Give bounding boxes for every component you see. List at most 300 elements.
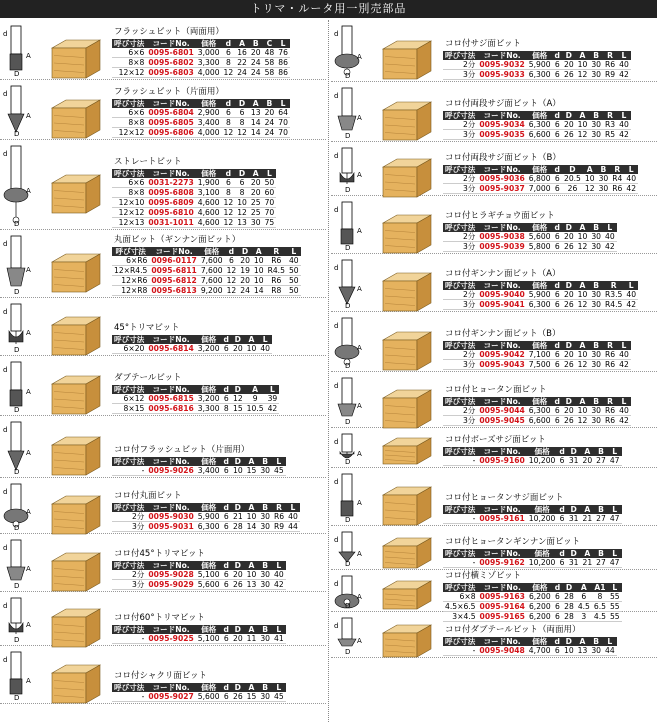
spec-header: D [231, 561, 245, 570]
price-cell: 3,000 [197, 48, 220, 57]
spec-cell: 6 [553, 120, 562, 130]
spec-header: コードNo. [477, 341, 526, 350]
spec-cell: 6 [235, 108, 249, 118]
product-section [331, 570, 657, 621]
spec-cell: R4.5 [267, 266, 285, 275]
spec-header: A [245, 503, 259, 512]
spec-header: コードNo. [146, 39, 195, 48]
spec-cell: 3分 [443, 360, 477, 370]
spec-header: コードNo. [477, 505, 526, 514]
spec-cell: 26 [562, 184, 583, 194]
product-code: 0095-9034 [479, 120, 525, 129]
spec-cell: 10.5 [246, 404, 264, 413]
spec-cell: R6 [605, 360, 616, 369]
svg-text:A: A [26, 621, 31, 629]
price-cell: 7,600 [200, 256, 223, 265]
product-info [443, 385, 631, 426]
spec-cell: 20 [250, 48, 261, 57]
svg-text:D: D [345, 186, 351, 194]
spec-header: B [589, 341, 603, 350]
spec-header: B [594, 549, 608, 558]
spec-header: d [223, 625, 229, 634]
bit-drawing [2, 480, 110, 532]
spec-header: 呼び寸法 [112, 247, 149, 256]
product-code: 0095-6805 [148, 118, 194, 127]
spec-header: コードNo. [149, 247, 198, 256]
spec-header: D [567, 549, 581, 558]
spec-cell: 6 [553, 184, 562, 194]
spec-cell: 47 [609, 456, 620, 465]
spec-header: B [589, 281, 603, 290]
spec-cell: 6 [222, 580, 231, 590]
product-section [0, 592, 326, 646]
spec-header: A [580, 447, 594, 456]
spec-cell: 30 [591, 70, 601, 79]
svg-text:d: d [3, 426, 8, 434]
product-title: コロ付ヒョータンギンナン面ビット [445, 537, 581, 547]
spec-header: L [276, 39, 290, 48]
table-row [443, 184, 638, 194]
price-cell: 5,100 [197, 570, 220, 579]
spec-cell: 42 [619, 70, 629, 79]
spec-cell: R4.5 [605, 300, 623, 309]
product-title: コロ付ヒラギチョウ面ビット [445, 211, 555, 221]
product-code: 0095-9038 [479, 232, 525, 241]
spec-cell: 6 [222, 522, 231, 532]
product-code: 0096-0117 [151, 256, 197, 265]
spec-cell: 50 [288, 266, 299, 275]
spec-cell: - [112, 634, 146, 644]
spec-header: d [225, 247, 239, 256]
table-row [112, 118, 290, 128]
spec-header: A [583, 165, 597, 174]
spec-header: コードNo. [477, 447, 526, 456]
spec-cell: 3×4.5 [443, 612, 478, 622]
product-code: 0095-6812 [151, 276, 197, 285]
product-code: 0095-6806 [148, 128, 194, 137]
bit-drawing [2, 22, 110, 78]
spec-cell: 86 [278, 68, 288, 77]
spec-header: D [562, 583, 576, 592]
spec-header: B [589, 111, 603, 120]
spec-cell: 30 [260, 522, 270, 531]
product-section [331, 312, 657, 372]
spec-cell: 11 [246, 634, 257, 643]
svg-text:D: D [14, 694, 20, 702]
product-code: 0031-2273 [148, 178, 194, 187]
table-row [443, 416, 631, 426]
product-code: 0095-9048 [479, 646, 525, 655]
spec-cell: 20 [232, 570, 243, 579]
svg-text:A: A [357, 499, 362, 507]
spec-cell: 22 [237, 58, 247, 67]
spec-table [112, 247, 301, 296]
table-row [112, 276, 301, 286]
spec-cell: 12 [577, 70, 588, 79]
spec-header: 価格 [527, 447, 558, 456]
price-cell: 3,400 [197, 118, 220, 127]
spec-cell: 30 [598, 174, 609, 183]
svg-text:D: D [345, 516, 351, 524]
spec-cell: 10 [577, 232, 588, 241]
svg-text:A: A [357, 550, 362, 558]
spec-cell: 30 [260, 692, 270, 701]
svg-text:d: d [3, 488, 8, 496]
product-illustration [2, 22, 110, 78]
spec-cell: 3分 [112, 580, 146, 590]
spec-header: d [554, 51, 560, 60]
product-code: 0095-6804 [148, 108, 194, 117]
spec-header: 呼び寸法 [114, 625, 145, 634]
spec-header: d [222, 39, 236, 48]
svg-text:A: A [357, 402, 362, 410]
price-cell: 5,600 [197, 692, 220, 701]
svg-text:d: d [334, 382, 339, 390]
svg-text:d: d [3, 308, 8, 316]
svg-text:D: D [345, 362, 351, 370]
product-info [443, 99, 631, 140]
spec-header: 呼び寸法 [445, 51, 476, 60]
spec-cell: 70 [278, 118, 288, 127]
spec-header: A [580, 549, 594, 558]
product-title: コロ付ヒョータンサジ面ビット [445, 493, 564, 503]
product-illustration [2, 536, 110, 590]
bit-drawing [333, 374, 441, 426]
spec-header: 価格 [527, 341, 553, 350]
svg-text:A: A [357, 114, 362, 122]
spec-cell: 3分 [443, 300, 477, 310]
price-cell: 6,300 [528, 300, 551, 309]
spec-cell: 26 [563, 360, 574, 369]
spec-cell: 6×R6 [112, 256, 149, 266]
svg-text:D: D [14, 468, 20, 476]
spec-cell: 2分 [443, 120, 477, 130]
price-cell: 5,900 [528, 60, 551, 69]
spec-cell: 30 [591, 350, 601, 359]
spec-cell: 45 [274, 692, 284, 701]
bit-drawing [2, 82, 110, 138]
spec-header: d [554, 637, 560, 646]
svg-text:d: d [3, 656, 8, 664]
spec-table [443, 111, 631, 140]
product-code: 0095-9026 [148, 466, 194, 475]
product-section [0, 534, 326, 592]
table-row [443, 70, 631, 80]
spec-header: コードNo. [146, 503, 195, 512]
spec-cell: 6 [553, 242, 562, 252]
spec-cell: 70 [278, 128, 288, 137]
spec-cell: 30 [591, 232, 601, 241]
bit-drawing [2, 142, 110, 228]
spec-cell: 6 [553, 350, 562, 360]
svg-text:D: D [14, 524, 20, 532]
spec-cell: 12 [223, 128, 234, 137]
price-cell: 7,600 [200, 276, 223, 285]
spec-cell: R6 [266, 256, 287, 266]
spec-cell: 6 [222, 570, 231, 580]
spec-header: コードNo. [477, 397, 526, 406]
spec-cell: 45 [274, 466, 284, 475]
spec-cell: 6 [576, 592, 592, 602]
price-cell: 10,200 [528, 456, 556, 465]
spec-header: B [589, 637, 603, 646]
table-row [443, 558, 622, 568]
spec-cell: 15 [246, 692, 257, 701]
spec-cell: 40 [626, 174, 637, 183]
spec-header: d [554, 165, 560, 174]
svg-text:d: d [334, 478, 339, 486]
product-section [0, 230, 326, 298]
spec-header: d [554, 583, 561, 592]
svg-text:A: A [357, 171, 362, 179]
spec-cell: 20 [563, 406, 574, 415]
spec-cell: 64 [278, 108, 288, 117]
spec-table [443, 637, 617, 656]
spec-cell: 19 [240, 266, 250, 275]
spec-header: B [594, 505, 608, 514]
spec-cell: 50 [288, 276, 299, 285]
spec-header: d [223, 457, 229, 466]
spec-cell: 76 [278, 48, 288, 57]
svg-text:A: A [26, 388, 31, 396]
spec-cell: 13 [250, 108, 261, 117]
spec-cell: 8×8 [112, 118, 146, 128]
right-column [331, 20, 657, 658]
product-illustration [333, 470, 441, 524]
spec-cell: 6 [557, 558, 566, 568]
spec-header: L [617, 397, 631, 406]
spec-cell: 86 [278, 58, 288, 67]
spec-cell: 10 [577, 290, 588, 299]
bit-drawing [2, 358, 110, 414]
spec-header: B [597, 165, 611, 174]
spec-cell: 6 [553, 300, 562, 310]
spec-header: コードNo. [478, 583, 527, 592]
svg-text:d: d [3, 602, 8, 610]
price-cell: 6,300 [528, 70, 551, 79]
spec-cell: - [443, 514, 477, 524]
spec-cell: 58 [264, 68, 275, 77]
spec-cell: 40 [605, 232, 615, 241]
spec-header: L [276, 99, 290, 108]
svg-text:D: D [345, 132, 351, 140]
spec-cell: 6×8 [443, 592, 478, 602]
svg-text:A: A [26, 52, 31, 60]
spec-cell: 47 [609, 558, 620, 567]
table-row [443, 232, 617, 242]
price-cell: 7,000 [528, 184, 551, 193]
bit-drawing [333, 430, 441, 466]
spec-cell: 10 [577, 120, 588, 129]
spec-header: 呼び寸法 [445, 111, 476, 120]
product-code: 0095-6816 [148, 404, 194, 413]
price-cell: 2,900 [197, 108, 220, 117]
spec-header: A [245, 457, 259, 466]
product-title: コロ付サジ面ビット [445, 39, 521, 49]
product-code: 0095-6801 [148, 48, 194, 57]
svg-text:A: A [357, 285, 362, 293]
price-cell: 5,100 [197, 634, 220, 643]
product-code: 0095-9036 [479, 174, 525, 183]
spec-cell: R6 [605, 406, 616, 415]
spec-header: 呼び寸法 [114, 457, 145, 466]
svg-text:d: d [3, 240, 8, 248]
product-code: 0095-9027 [148, 692, 194, 701]
price-cell: 3,400 [197, 466, 220, 475]
product-title: ストレートビット [114, 157, 182, 167]
spec-cell: 20 [563, 290, 574, 299]
spec-cell: - [443, 646, 477, 656]
svg-text:A: A [357, 344, 362, 352]
table-row [443, 300, 638, 310]
spec-cell: 40 [619, 406, 629, 415]
price-cell: 5,600 [197, 580, 220, 589]
product-code: 0095-9039 [479, 242, 525, 251]
spec-header: A [576, 51, 590, 60]
spec-cell: 2分 [443, 60, 477, 70]
spec-header: L [608, 505, 622, 514]
product-illustration [333, 314, 441, 370]
table-row [112, 522, 300, 532]
spec-header: コードNo. [146, 457, 195, 466]
spec-cell: 12×R6 [112, 276, 149, 286]
spec-cell: - [443, 558, 477, 568]
spec-header: A [576, 397, 590, 406]
price-cell: 10,200 [528, 558, 556, 567]
spec-cell: 75 [264, 218, 275, 227]
spec-header: A [245, 385, 266, 394]
spec-header: 価格 [527, 505, 558, 514]
spec-header: D [235, 99, 249, 108]
spec-cell: R8 [266, 286, 287, 296]
bit-drawing [333, 198, 441, 252]
spec-header: 呼び寸法 [445, 397, 476, 406]
table-row [443, 360, 631, 370]
product-info [112, 549, 286, 590]
spec-header: 価格 [196, 99, 222, 108]
price-cell: 3,300 [197, 58, 220, 67]
price-cell: 6,300 [528, 120, 551, 129]
spec-cell: 10 [253, 266, 264, 275]
spec-cell: 6 [222, 466, 231, 476]
spec-header: 呼び寸法 [114, 169, 145, 178]
spec-header: A [245, 561, 259, 570]
product-title: コロ付両段サジ面ビット（A） [445, 99, 561, 109]
spec-cell: 12 [237, 208, 247, 217]
price-cell: 3,200 [197, 344, 220, 353]
spec-cell: 10 [246, 344, 257, 353]
spec-header: L [272, 561, 286, 570]
spec-header: コードNo. [146, 683, 195, 692]
spec-header: d [222, 99, 236, 108]
spec-cell: 10 [232, 466, 243, 475]
spec-cell: 20 [563, 350, 574, 359]
spec-cell: 20 [232, 634, 243, 643]
svg-text:A: A [26, 565, 31, 573]
spec-header: d [223, 385, 229, 394]
price-cell: 4,000 [197, 128, 220, 137]
spec-header: 呼び寸法 [114, 561, 145, 570]
spec-cell: 4.5 [593, 612, 606, 621]
table-row [112, 266, 301, 276]
product-info [112, 235, 301, 296]
spec-cell: 50 [288, 286, 299, 295]
spec-header: 価格 [196, 561, 222, 570]
spec-cell: 2分 [443, 174, 477, 184]
spec-cell: 30 [591, 242, 601, 251]
spec-header: 価格 [527, 637, 553, 646]
spec-cell: 30 [598, 184, 609, 193]
spec-cell: 6 [553, 602, 562, 612]
bit-drawing [333, 614, 441, 656]
product-illustration [333, 572, 441, 610]
spec-cell: 31 [568, 456, 579, 465]
spec-cell: 30 [591, 120, 601, 129]
spec-header: A [576, 583, 592, 592]
spec-cell: 12×R4.5 [114, 266, 148, 275]
spec-header: 価格 [196, 625, 222, 634]
price-cell: 5,900 [528, 290, 551, 299]
spec-cell: 6 [553, 60, 562, 70]
spec-header: L [286, 503, 300, 512]
spec-header: D [567, 447, 581, 456]
spec-cell: 12×R8 [112, 286, 149, 296]
spec-cell: 12 [577, 130, 588, 139]
spec-cell: 20 [240, 256, 250, 265]
price-cell: 3,300 [197, 404, 220, 413]
price-cell: 1,900 [197, 178, 220, 187]
spec-cell: 30 [591, 360, 601, 369]
column-divider [328, 20, 330, 722]
spec-cell: 44 [605, 646, 615, 655]
price-cell: 4,600 [197, 218, 220, 227]
spec-cell: 28 [564, 612, 574, 621]
product-info [112, 157, 276, 228]
spec-cell: 40 [260, 344, 270, 353]
spec-cell: 2分 [443, 350, 477, 360]
product-illustration [333, 84, 441, 140]
product-section [331, 612, 657, 658]
spec-header: d [554, 223, 560, 232]
product-section [331, 82, 657, 142]
spec-cell: 50 [264, 178, 275, 187]
spec-cell: 30 [591, 300, 601, 309]
spec-header: B [258, 561, 272, 570]
svg-text:D: D [14, 406, 20, 414]
spec-cell: 40 [626, 290, 637, 299]
spec-header: d [554, 281, 560, 290]
spec-header: D [562, 51, 576, 60]
spec-cell: 20 [240, 276, 250, 285]
spec-header: コードNo. [477, 549, 526, 558]
spec-cell: 30 [591, 290, 601, 299]
spec-cell: 30 [250, 218, 261, 227]
product-section [0, 298, 326, 356]
spec-header: 呼び寸法 [114, 503, 145, 512]
svg-text:d: d [334, 264, 339, 272]
spec-table [112, 457, 286, 476]
spec-header: D [562, 165, 583, 174]
product-title: コロ付両段サジ面ビット（B） [445, 153, 561, 163]
table-row [443, 120, 631, 130]
product-illustration [2, 300, 110, 354]
spec-cell: 2分 [112, 570, 146, 580]
price-cell: 4,700 [528, 646, 551, 655]
spec-cell: 26 [563, 416, 574, 425]
spec-cell: 13 [237, 218, 247, 227]
spec-table [112, 99, 290, 138]
spec-header: B [594, 447, 608, 456]
